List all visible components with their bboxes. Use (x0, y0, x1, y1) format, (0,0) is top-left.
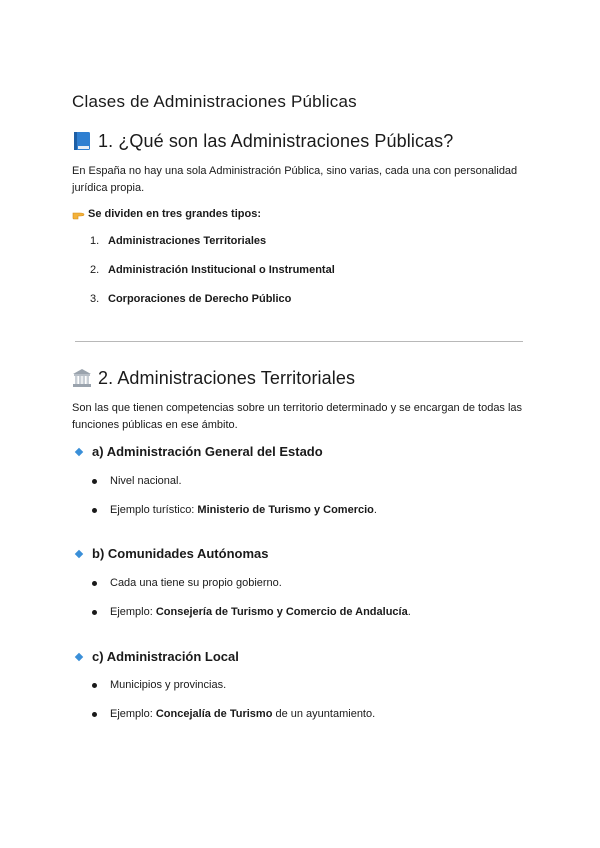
bullet-icon (92, 610, 97, 615)
section-1-heading (72, 129, 453, 153)
horizontal-divider (75, 341, 523, 342)
diamond-icon (75, 550, 83, 558)
bullet-emphasis: Ministerio de Turismo y Comercio (197, 504, 374, 516)
diamond-icon (75, 653, 83, 661)
section-1-lead (72, 207, 261, 221)
list-item (72, 263, 335, 277)
pointing-hand-icon (72, 209, 85, 220)
bullet-item (72, 707, 375, 721)
bullet-item (72, 503, 377, 517)
subsection-heading-text: b) Comunidades Autónomas (92, 546, 269, 561)
bullet-icon (92, 683, 97, 688)
bullet-suffix: . (373, 504, 377, 516)
list-item-number: 3. (90, 293, 100, 305)
blue-book-icon (72, 131, 92, 151)
bullet-prefix: Ejemplo: (110, 708, 156, 720)
bullet-icon (92, 479, 97, 484)
subsection-heading (72, 545, 268, 563)
bullet-suffix: . (407, 606, 411, 618)
bullet-emphasis: Concejalía de Turismo (155, 708, 273, 720)
bullet-text: Municipios y provincias. (110, 679, 227, 691)
bullet-item (72, 605, 411, 619)
list-item-text: Administración Institucional o Instrumental (108, 264, 335, 276)
subsection-heading-text: c) Administración Local (92, 649, 239, 664)
list-item (72, 234, 266, 248)
diamond-icon (75, 448, 83, 456)
bullet-item (72, 474, 182, 488)
bullet-icon (92, 508, 97, 513)
bullet-text: Cada una tiene su propio gobierno. (110, 577, 282, 589)
section-2-intro: Son las que tienen competencias sobre un territorio determinado y se encargan de todas las funciones públicas en ese ámbito. (72, 402, 523, 431)
subsection-heading (72, 648, 239, 666)
section-1-intro: En España no hay una sola Administración Pública, sino varias, cada una con personalidad jurídica propia. (72, 165, 518, 194)
bullet-text: Nivel nacional. (110, 475, 182, 487)
list-item (72, 292, 291, 306)
bullet-icon (92, 581, 97, 586)
bullet-item (72, 678, 226, 692)
list-item-text: Corporaciones de Derecho Público (108, 293, 292, 305)
classical-building-icon (72, 368, 92, 388)
bullet-prefix: Ejemplo turístico: (110, 504, 198, 516)
bullet-suffix: de un ayuntamiento. (272, 708, 376, 720)
section-1-lead-text: Se dividen en tres grandes tipos: (88, 208, 261, 220)
section-2-heading (72, 366, 355, 390)
list-item-text: Administraciones Territoriales (108, 235, 267, 247)
section-1-heading-text: 1. ¿Qué son las Administraciones Públicas? (98, 131, 454, 151)
bullet-prefix: Ejemplo: (110, 606, 156, 618)
subsection-heading (72, 443, 323, 461)
section-2-heading-text: 2. Administraciones Territoriales (98, 368, 356, 388)
subsection-heading-text: a) Administración General del Estado (92, 444, 323, 459)
bullet-item (72, 576, 282, 590)
bullet-emphasis: Consejería de Turismo y Comercio de Andalucía (155, 606, 408, 618)
list-item-number: 2. (90, 264, 100, 276)
bullet-icon (92, 712, 97, 717)
list-item-number: 1. (90, 235, 100, 247)
document-title: Clases de Administraciones Públicas (72, 92, 357, 111)
